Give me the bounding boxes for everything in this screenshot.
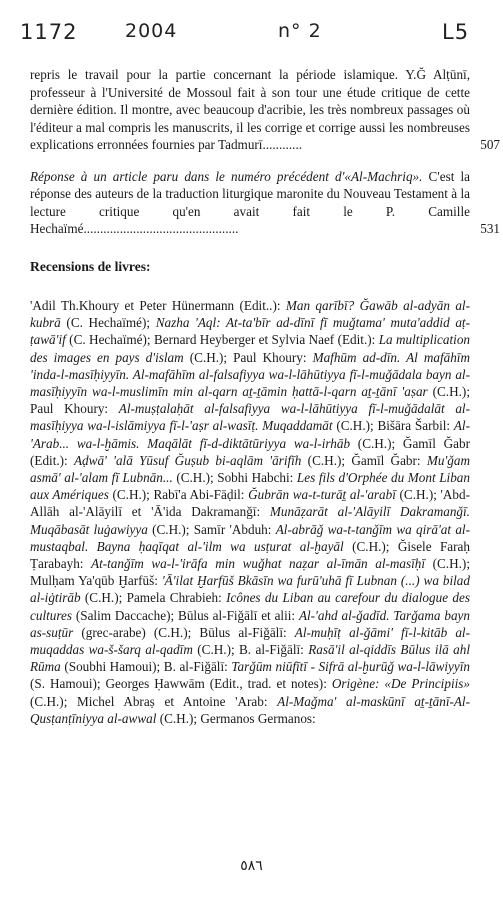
review-text: (C.H.); Paul Khoury:	[30, 384, 470, 417]
review-title: Nazha 'Aql: At-ta'bīr ad-dīnī fī muǧtama' muta'addid aṭ-ṭawā'if	[30, 315, 470, 348]
toc-entry-2	[30, 168, 500, 238]
section-title: Recensions de livres:	[30, 258, 151, 274]
entry-2-leader: ...............................................	[83, 221, 239, 236]
entry-2-text: C'est la réponse des auteurs de la traduction liturgique maronite du Nouveau Testament à la lecture critique qu'en avait fait le P. Camille Hechaïmé	[30, 168, 470, 236]
review-text: (C.H.); Samīr 'Abduh:	[147, 521, 276, 537]
review-title: Ğubrān wa-t-turāṯ al-'arabī	[248, 487, 396, 503]
review-text: (C.H.); Paul Khoury:	[183, 349, 313, 365]
review-title: Les fils d'Orphée du Mont Liban aux Amériques	[30, 470, 470, 503]
toc-entry-1	[30, 66, 500, 154]
handwritten-year: 2004	[125, 20, 178, 42]
review-title: Mafhūm ad-dīn. Al mafāhīm 'inda-l-masīḥiyyīn. Al-mafāhīm al-falsafiyya wa-l-lāhūtiyya fī-l-muǧādala bayn al-masīḥiyyīn wa-l-muslimīn min al-qarn aṯ-ṯāmin ḥattā-l-qarn aṯ-ṯānī 'aṣar	[30, 349, 470, 400]
review-text: (C.H.); B. al-Fiǧālī:	[192, 642, 309, 658]
review-text: (C.H.); Michel Abraṣ et Antoine 'Arab:	[30, 693, 278, 709]
review-text: (C.H.); Germanos Germanos:	[156, 710, 316, 726]
review-text: (C.H.); Rabī'a Abi-Fāḍil:	[108, 487, 249, 503]
review-text: (S. Hamoui); Georges Ḥawwām (Edit., trad. et notes):	[30, 676, 332, 692]
review-title: Mu'ǧam asmā' al-'alam fī Lubnān...	[30, 452, 470, 486]
review-title: 'Ā'ilat Ḫarfūš Bkāsīn wa furū'uhā fī Lubnan (...) wa bilad al-iġtirāb	[30, 573, 470, 606]
document-body	[30, 66, 500, 727]
review-text: (Soubhi Hamoui); B. al-Fiǧālī:	[60, 659, 232, 675]
review-text: (C.H.); Ğamīl Ğabr (Edit.):	[30, 435, 470, 468]
entry-2-title: Réponse à un article paru dans le numéro précédent d'«Al-Machriq».	[30, 168, 423, 184]
review-title: At-tanǧīm wa-l-'irāfa min wuǧhat naẓar al-īmān al-masīḥī	[91, 556, 426, 572]
review-title: Rasā'il al-qiddīs Būlus ilā ahl Rūma	[30, 642, 470, 675]
entry-1-page: 507	[480, 137, 500, 152]
entry-1-leader: ............	[262, 137, 303, 152]
review-title: Al-muḥīṭ al-ǧāmi' fī-l-kitāb al-muqaddas wa-š-šarq al-qadīm	[30, 624, 470, 658]
review-title: Munāẓarāt al-'Alāyilī Dakramanǧī. Muqābasāt luġawiyya	[30, 504, 470, 537]
handwritten-issue: n° 2	[278, 20, 322, 42]
review-text: (C.H.); Sobhi Habchi:	[172, 470, 297, 486]
reviews-paragraph	[30, 297, 470, 727]
review-text: (C. Hechaïmé);	[60, 315, 156, 331]
review-text: (C.H.); Pamela Chrabieh:	[80, 590, 227, 606]
review-title: Origène: «De Principiis»	[331, 676, 470, 692]
handwritten-mark: L5	[442, 20, 470, 44]
review-title: Al-'Arab... wa-l-ḫāmis. Maqālāt fī-d-diktātūriyya wa-l-irhāb	[30, 418, 470, 451]
review-title: Al-abrāǧ wa-t-tanǧīm wa qirā'at al-mustaqbal. Bayna ḥaqīqat al-'ilm wa usṭurat al-ḫayāl	[30, 521, 470, 554]
review-text: 'Adil Th.Khoury et Peter Hünermann (Edit..):	[30, 298, 286, 313]
handwritten-number-1: 1172	[20, 20, 78, 44]
review-title: Al-'ahd al-ǧadīd. Tarǧama bayn as-suṭūr	[30, 607, 470, 640]
entry-1-text: repris le travail pour la partie concernant la période islamique. Y.Ğ Alṭūnī, professeur à l'Université de Mossoul fait à son tour une étude critique de cette dernière édition. Il montre, avec beaucoup d'acribie, les très nombreux passages où l'éditeur a mal compris les manuscrits, il les corrige et corrige aussi les nombreuses explications erronnées fournies par Tadmurī	[30, 67, 470, 152]
review-text: (C.H.); Ğisele Faraḥ Ṭarabayh:	[30, 538, 470, 572]
review-title: Al-muṣṭalaḥāt al-falsafiyya wa-l-lāhūtiyya fī-l-muǧādalāt al-masīḥiyya wa-l-islāmiyya fī-l-'aṣr al-wasīṭ. Muqaddamāt	[30, 401, 470, 434]
entry-2-page: 531	[480, 221, 500, 236]
review-text: (C.H.); 'Abd-Allāh al-'Alāyilī et 'Ā'ida Dakramanǧī:	[30, 487, 471, 520]
page-number-footer: ٥٨٦	[240, 858, 263, 874]
review-title: Al-Maǧma' al-maskūnī aṯ-ṯānī-Al-Qusṭanṭīniyya al-awwal	[30, 693, 470, 726]
review-text: (C.H.); Bišāra Šarbil:	[332, 418, 454, 434]
review-text: (C.H.); Mulḥam Ya'qūb Ḫarfūš:	[30, 556, 470, 589]
review-text: (C. Hechaïmé); Bernard Heyberger et Sylvia Naef (Edit.):	[65, 332, 379, 348]
review-text: (C.H.); Ğamīl Ğabr:	[301, 452, 427, 468]
review-text: (Salim Daccache); Būlus al-Fiǧālī et alii:	[72, 607, 299, 623]
review-text: (grec-arabe) (C.H.); Būlus al-Fiǧālī:	[73, 624, 295, 640]
review-title: Aḍwā' 'alā Yūsuf Ğuṣub bi-aqlām 'ārifīh	[74, 452, 302, 468]
review-title: Man qarībī? Ğawāb al-adyān al-kubrā	[30, 298, 470, 331]
review-title: La multiplication des images en pays d'islam	[30, 332, 471, 365]
review-title: Icônes du Liban au carefour du dialogue des cultures	[30, 590, 470, 623]
review-title: Tarǧūm niūfītī - Sifrā al-ḫurūǧ wa-l-lāwiyyīn	[231, 659, 470, 675]
